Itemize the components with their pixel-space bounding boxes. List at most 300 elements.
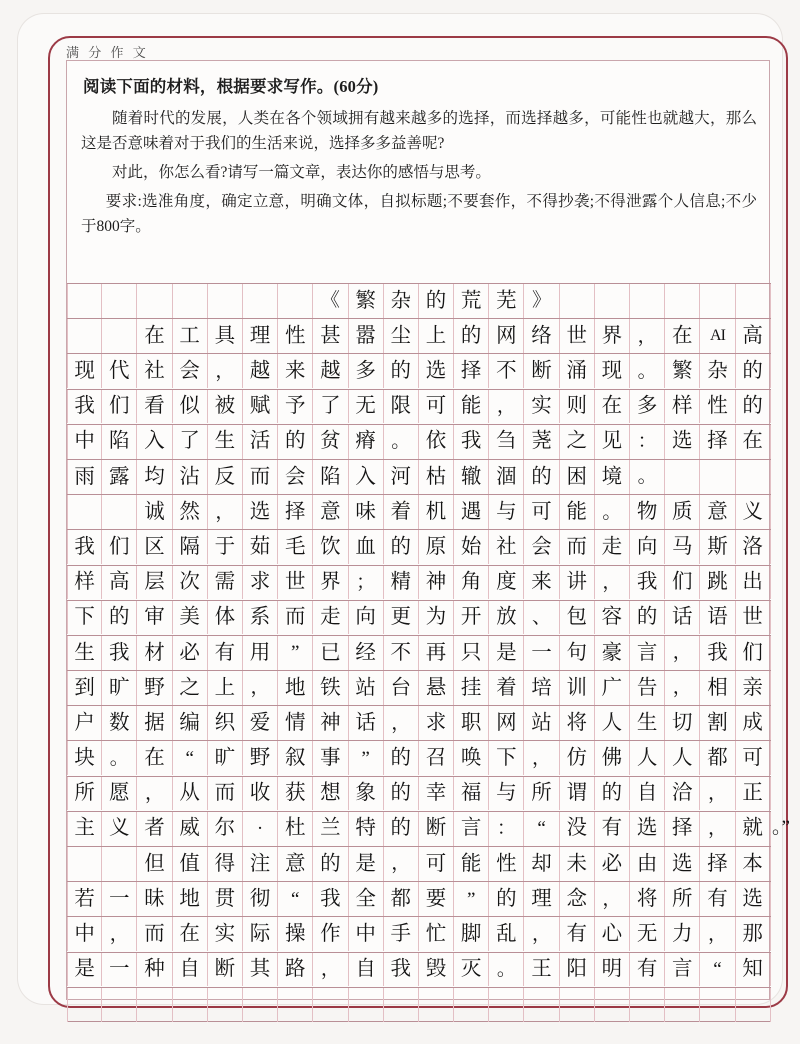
essay-grid-cell	[384, 988, 419, 1022]
essay-grid-cell	[700, 460, 735, 494]
essay-grid-cell: 系	[243, 601, 278, 635]
essay-grid-cell: 而	[560, 530, 595, 564]
essay-grid-cell: 们	[102, 530, 137, 564]
essay-grid-cell: 之	[560, 425, 595, 459]
essay-grid-cell: 却	[524, 847, 559, 881]
essay-grid-cell: 谓	[560, 777, 595, 811]
essay-grid-cell: 豪	[595, 636, 630, 670]
essay-grid-cell: 明	[595, 953, 630, 987]
essay-grid-cell: 中	[67, 917, 102, 951]
essay-grid-cell: 其	[243, 953, 278, 987]
essay-grid-cell: 放	[489, 601, 524, 635]
essay-grid-cell: 言	[665, 953, 700, 987]
essay-grid-cell: 繁	[665, 354, 700, 388]
essay-grid-cell: 贯	[208, 882, 243, 916]
essay-grid-cell: 广	[595, 671, 630, 705]
essay-grid-cell: 有	[595, 812, 630, 846]
essay-grid-cell: 路	[278, 953, 313, 987]
essay-grid-cell: 王	[524, 953, 559, 987]
essay-grid-cell: 要	[419, 882, 454, 916]
essay-grid-cell: 来	[524, 566, 559, 600]
essay-grid-cell: 就	[736, 812, 771, 846]
essay-grid-cell: 能	[454, 390, 489, 424]
essay-grid-cell: 具	[208, 319, 243, 353]
essay-grid-cell: 层	[137, 566, 172, 600]
essay-grid-cell: 那	[736, 917, 771, 951]
essay-grid-cell: 人	[665, 741, 700, 775]
essay-grid-cell: 旷	[102, 671, 137, 705]
essay-grid-cell: 的	[595, 777, 630, 811]
essay-grid-cell	[524, 988, 559, 1022]
essay-grid-cell: 的	[736, 390, 771, 424]
essay-grid	[67, 283, 790, 1022]
essay-grid-cell: 。	[595, 495, 630, 529]
essay-grid-cell: 野	[243, 741, 278, 775]
essay-grid-cell	[67, 495, 102, 529]
essay-grid-cell: “	[278, 882, 313, 916]
essay-grid-cell: ”	[278, 636, 313, 670]
essay-grid-cell: 际	[243, 917, 278, 951]
essay-grid-cell: 原	[419, 530, 454, 564]
essay-grid-cell: 刍	[489, 425, 524, 459]
essay-grid-cell: 辙	[454, 460, 489, 494]
essay-grid-cell: 上	[419, 319, 454, 353]
essay-grid-row	[67, 318, 771, 353]
essay-grid-row	[67, 494, 771, 529]
essay-grid-cell: 人	[630, 741, 665, 775]
essay-grid-cell: 隔	[173, 530, 208, 564]
essay-grid-cell: 神	[419, 566, 454, 600]
essay-grid-cell: 是	[67, 953, 102, 987]
essay-grid-cell: 在	[595, 390, 630, 424]
essay-grid-cell	[630, 284, 665, 318]
essay-grid-cell: 不	[384, 636, 419, 670]
essay-grid-cell: 理	[243, 319, 278, 353]
essay-grid-cell: 尘	[384, 319, 419, 353]
essay-grid-cell: 一	[524, 636, 559, 670]
essay-grid-cell: 择	[665, 812, 700, 846]
essay-grid-cell: 来	[278, 354, 313, 388]
essay-grid-cell: 训	[560, 671, 595, 705]
essay-grid-cell: 意	[278, 847, 313, 881]
essay-grid-row	[67, 916, 771, 951]
essay-grid-cell: 芜	[489, 284, 524, 318]
essay-grid-cell	[700, 988, 735, 1022]
essay-grid-cell: 。	[630, 354, 665, 388]
essay-grid-cell: “	[524, 812, 559, 846]
essay-grid-cell: 物	[630, 495, 665, 529]
essay-grid-cell: 血	[349, 530, 384, 564]
essay-grid-cell: 世	[560, 319, 595, 353]
essay-grid-cell: 越	[313, 354, 348, 388]
essay-grid-cell: 一	[102, 882, 137, 916]
essay-grid-cell: 所	[67, 777, 102, 811]
essay-grid-cell: 选	[630, 812, 665, 846]
essay-grid-cell: 。	[384, 425, 419, 459]
essay-grid-cell: 于	[208, 530, 243, 564]
essay-grid-cell: 而	[243, 460, 278, 494]
essay-grid-cell: ，	[665, 636, 700, 670]
essay-grid-cell: 的	[630, 601, 665, 635]
essay-grid-row	[67, 389, 771, 424]
essay-grid-cell: 高	[736, 319, 771, 353]
essay-grid-cell: 语	[700, 601, 735, 635]
essay-grid-cell: 在	[736, 425, 771, 459]
essay-grid-cell: 本	[736, 847, 771, 881]
essay-grid-cell	[560, 284, 595, 318]
essay-grid-cell: 都	[700, 741, 735, 775]
essay-grid-cell	[454, 988, 489, 1022]
essay-grid-cell: 福	[454, 777, 489, 811]
essay-grid-cell: 们	[102, 390, 137, 424]
essay-grid-cell: 在	[137, 741, 172, 775]
essay-grid-cell: 但	[137, 847, 172, 881]
essay-grid-cell: ，	[700, 812, 735, 846]
essay-grid-cell: 然	[173, 495, 208, 529]
essay-grid-cell	[736, 284, 771, 318]
essay-grid-cell: 美	[173, 601, 208, 635]
essay-grid-cell: 的	[384, 530, 419, 564]
essay-grid-cell: 露	[102, 460, 137, 494]
essay-grid-cell: 无	[630, 917, 665, 951]
essay-grid-cell: 站	[524, 706, 559, 740]
essay-grid-cell: 会	[524, 530, 559, 564]
prompt-paragraph-2: 对此，你怎么看?请写一篇文章，表达你的感悟与思考。	[112, 163, 491, 181]
essay-grid-cell: 入	[137, 425, 172, 459]
essay-grid-cell: 力	[665, 917, 700, 951]
essay-grid-cell: 走	[595, 530, 630, 564]
overflow-punctuation: 。”	[772, 816, 790, 838]
essay-grid-cell: 毛	[278, 530, 313, 564]
essay-grid-cell	[313, 988, 348, 1022]
essay-grid-cell: 审	[137, 601, 172, 635]
essay-grid-cell: 见	[595, 425, 630, 459]
essay-grid-cell: 杜	[278, 812, 313, 846]
essay-grid-cell: ，	[700, 777, 735, 811]
essay-grid-cell: 正	[736, 777, 771, 811]
essay-grid-cell: 挂	[454, 671, 489, 705]
essay-grid-cell: 割	[700, 706, 735, 740]
essay-grid-cell: 们	[736, 636, 771, 670]
essay-grid-cell: ，	[243, 671, 278, 705]
essay-grid-cell: 困	[560, 460, 595, 494]
essay-grid-cell: ，	[384, 847, 419, 881]
essay-grid-cell: 更	[384, 601, 419, 635]
essay-grid-cell: ；	[349, 566, 384, 600]
essay-grid-cell: 质	[665, 495, 700, 529]
essay-card	[18, 14, 790, 1004]
essay-grid-cell: 生	[67, 636, 102, 670]
essay-grid-cell: 为	[419, 601, 454, 635]
essay-grid-cell: 断	[208, 953, 243, 987]
essay-grid-cell: 特	[349, 812, 384, 846]
essay-grid-cell: 神	[313, 706, 348, 740]
essay-grid-row	[67, 459, 771, 494]
essay-grid-cell: ，	[208, 495, 243, 529]
essay-grid-cell: 生	[208, 425, 243, 459]
essay-grid-cell: 嚣	[349, 319, 384, 353]
essay-grid-cell: 材	[137, 636, 172, 670]
essay-grid-cell: 作	[313, 917, 348, 951]
essay-grid-cell: 忙	[419, 917, 454, 951]
essay-grid-cell: 我	[102, 636, 137, 670]
essay-grid-cell: 的	[736, 354, 771, 388]
essay-grid-cell	[102, 495, 137, 529]
essay-grid-cell: 断	[524, 354, 559, 388]
essay-grid-cell: ，	[595, 882, 630, 916]
essay-grid-row	[67, 353, 771, 388]
essay-grid-cell: 兰	[313, 812, 348, 846]
essay-grid-cell: 所	[665, 882, 700, 916]
essay-grid-cell: 求	[419, 706, 454, 740]
essay-grid-cell: 愿	[102, 777, 137, 811]
essay-grid-cell: 涌	[560, 354, 595, 388]
essay-grid-cell: 实	[208, 917, 243, 951]
essay-grid-cell: 始	[454, 530, 489, 564]
essay-grid-row	[67, 811, 790, 846]
essay-grid-cell	[736, 460, 771, 494]
essay-grid-cell: 手	[384, 917, 419, 951]
essay-grid-cell: 我	[67, 390, 102, 424]
essay-grid-cell: 心	[595, 917, 630, 951]
essay-grid-cell	[208, 988, 243, 1022]
essay-grid-cell: 言	[630, 636, 665, 670]
essay-grid-cell: 数	[102, 706, 137, 740]
essay-grid-cell: 能	[560, 495, 595, 529]
essay-grid-cell	[243, 284, 278, 318]
essay-grid-cell: 威	[173, 812, 208, 846]
essay-grid-cell: 可	[524, 495, 559, 529]
essay-grid-cell: ”	[454, 882, 489, 916]
essay-grid-cell: 瘠	[349, 425, 384, 459]
essay-grid-cell: 自	[173, 953, 208, 987]
essay-grid-cell: 操	[278, 917, 313, 951]
essay-grid-cell: 可	[419, 847, 454, 881]
essay-grid-cell	[560, 988, 595, 1022]
essay-grid-cell: 话	[349, 706, 384, 740]
essay-grid-cell: 幸	[419, 777, 454, 811]
essay-grid-cell: 们	[665, 566, 700, 600]
essay-grid-cell: 注	[243, 847, 278, 881]
essay-grid-cell: 可	[736, 741, 771, 775]
essay-grid-cell: 召	[419, 741, 454, 775]
essay-grid-cell: 理	[524, 882, 559, 916]
essay-grid-cell	[137, 988, 172, 1022]
essay-grid-cell: 成	[736, 706, 771, 740]
essay-grid-cell: 念	[560, 882, 595, 916]
prompt-paragraph-3: 要求:选准角度，确定立意，明确文体，自拟标题;不要套作，不得抄袭;不得泄露个人信息;不少于800字。	[81, 193, 757, 236]
essay-grid-cell: 似	[173, 390, 208, 424]
essay-grid-cell: 只	[454, 636, 489, 670]
essay-grid-cell: 杂	[384, 284, 419, 318]
essay-grid-cell: 出	[736, 566, 771, 600]
essay-grid-cell: 户	[67, 706, 102, 740]
essay-grid-cell	[173, 284, 208, 318]
essay-grid-cell: 向	[349, 601, 384, 635]
essay-grid-cell: 限	[384, 390, 419, 424]
essay-grid-cell: 自	[349, 953, 384, 987]
essay-grid-cell: 在	[137, 319, 172, 353]
essay-grid-cell: 机	[419, 495, 454, 529]
essay-grid-cell	[419, 988, 454, 1022]
essay-grid-cell	[67, 988, 102, 1022]
essay-grid-cell: 块	[67, 741, 102, 775]
essay-grid-cell: 尔	[208, 812, 243, 846]
essay-grid-cell: 亲	[736, 671, 771, 705]
essay-grid-cell	[102, 847, 137, 881]
essay-grid-row	[67, 529, 771, 564]
essay-grid-cell: 告	[630, 671, 665, 705]
essay-grid-cell: ，	[137, 777, 172, 811]
essay-grid-row	[67, 881, 771, 916]
essay-grid-cell: ，	[700, 917, 735, 951]
essay-grid-cell: 在	[665, 319, 700, 353]
essay-grid-cell: 佛	[595, 741, 630, 775]
essay-grid-row	[67, 987, 771, 1022]
essay-grid-cell: 仿	[560, 741, 595, 775]
essay-grid-cell	[102, 988, 137, 1022]
essay-grid-cell: 旷	[208, 741, 243, 775]
essay-grid-cell: 人	[595, 706, 630, 740]
essay-grid-cell: 言	[454, 812, 489, 846]
essay-grid-cell: 我	[630, 566, 665, 600]
essay-grid-cell: 贫	[313, 425, 348, 459]
essay-grid-cell	[595, 988, 630, 1022]
prompt-section	[67, 61, 771, 249]
essay-grid-cell: 陷	[313, 460, 348, 494]
essay-grid-cell: 世	[736, 601, 771, 635]
essay-grid-cell: 编	[173, 706, 208, 740]
essay-grid-cell: 饮	[313, 530, 348, 564]
essay-grid-cell: 着	[384, 495, 419, 529]
essay-grid-cell: 织	[208, 706, 243, 740]
essay-grid-cell	[67, 319, 102, 353]
essay-grid-cell	[630, 988, 665, 1022]
essay-grid-row	[67, 600, 771, 635]
essay-grid-cell: 义	[736, 495, 771, 529]
essay-grid-cell: 选	[243, 495, 278, 529]
essay-grid-cell: 了	[313, 390, 348, 424]
essay-grid-cell	[102, 319, 137, 353]
essay-grid-cell: 洽	[665, 777, 700, 811]
essay-grid-cell: 度	[489, 566, 524, 600]
essay-grid-cell: 枯	[419, 460, 454, 494]
essay-grid-cell: 沾	[173, 460, 208, 494]
essay-grid-cell: 唤	[454, 741, 489, 775]
essay-grid-cell: 脚	[454, 917, 489, 951]
essay-grid-cell	[67, 847, 102, 881]
essay-grid-cell: 毁	[419, 953, 454, 987]
essay-grid-cell: 河	[384, 460, 419, 494]
essay-grid-cell: 杂	[700, 354, 735, 388]
essay-grid-cell: 之	[173, 671, 208, 705]
essay-grid-cell: 反	[208, 460, 243, 494]
essay-grid-cell: 境	[595, 460, 630, 494]
essay-grid-cell	[665, 988, 700, 1022]
essay-grid-cell: 选	[665, 425, 700, 459]
essay-grid-cell: 多	[349, 354, 384, 388]
essay-grid-cell: 下	[489, 741, 524, 775]
essay-grid-row	[67, 424, 771, 459]
essay-grid-cell: 陷	[102, 425, 137, 459]
essay-grid-cell: 彻	[243, 882, 278, 916]
essay-grid-cell: 野	[137, 671, 172, 705]
essay-grid-cell: 未	[560, 847, 595, 881]
essay-grid-cell: 悬	[419, 671, 454, 705]
essay-grid-cell: 向	[630, 530, 665, 564]
essay-grid-cell: 有	[700, 882, 735, 916]
essay-grid-cell: 涸	[489, 460, 524, 494]
essay-grid-cell: 我	[454, 425, 489, 459]
essay-grid-cell: 意	[700, 495, 735, 529]
essay-grid-row	[67, 565, 771, 600]
essay-grid-cell: ，	[102, 917, 137, 951]
essay-grid-cell: ，	[665, 671, 700, 705]
essay-grid-cell: 的	[384, 777, 419, 811]
essay-grid-cell	[208, 284, 243, 318]
essay-grid-cell: 现	[67, 354, 102, 388]
essay-grid-cell: 将	[560, 706, 595, 740]
essay-grid-cell: 则	[560, 390, 595, 424]
essay-grid-cell: 是	[489, 636, 524, 670]
essay-grid-cell: 实	[524, 390, 559, 424]
essay-grid-cell: 获	[278, 777, 313, 811]
essay-grid-cell: 走	[313, 601, 348, 635]
essay-grid-row	[67, 705, 771, 740]
essay-grid-cell	[278, 988, 313, 1022]
essay-grid-cell: 均	[137, 460, 172, 494]
essay-grid-cell: 将	[630, 882, 665, 916]
essay-grid-cell: 的	[419, 284, 454, 318]
essay-grid-cell: 所	[524, 777, 559, 811]
essay-grid-cell	[665, 460, 700, 494]
essay-grid-cell: 得	[208, 847, 243, 881]
essay-grid-cell: 意	[313, 495, 348, 529]
essay-grid-cell: 入	[349, 460, 384, 494]
essay-grid-cell: 会	[278, 460, 313, 494]
essay-grid-cell: 味	[349, 495, 384, 529]
essay-grid-cell: 想	[313, 777, 348, 811]
essay-grid-cell: 爱	[243, 706, 278, 740]
essay-grid-cell: 的	[278, 425, 313, 459]
essay-grid-row	[67, 846, 771, 881]
essay-grid-cell: 。	[630, 460, 665, 494]
essay-grid-cell: 界	[313, 566, 348, 600]
essay-grid-cell: 不	[489, 354, 524, 388]
essay-grid-cell: 台	[384, 671, 419, 705]
essay-grid-cell: 包	[560, 601, 595, 635]
essay-grid-cell: 情	[278, 706, 313, 740]
essay-grid-cell: 都	[384, 882, 419, 916]
essay-grid-cell: 与	[489, 777, 524, 811]
essay-grid-cell: 与	[489, 495, 524, 529]
essay-grid-cell: 马	[665, 530, 700, 564]
essay-grid-cell: 洛	[736, 530, 771, 564]
essay-grid-cell: 选	[736, 882, 771, 916]
essay-grid-cell: 选	[419, 354, 454, 388]
essay-grid-cell: 跳	[700, 566, 735, 600]
essay-grid-cell: 择	[278, 495, 313, 529]
essay-grid-cell: 我	[700, 636, 735, 670]
essay-grid-cell: ，	[208, 354, 243, 388]
essay-grid-cell: 诚	[137, 495, 172, 529]
essay-grid-cell: 再	[419, 636, 454, 670]
essay-grid-cell: 样	[665, 390, 700, 424]
essay-grid-cell: 的	[524, 460, 559, 494]
answer-sheet	[66, 60, 790, 1000]
essay-grid-cell: 全	[349, 882, 384, 916]
essay-grid-cell	[349, 988, 384, 1022]
